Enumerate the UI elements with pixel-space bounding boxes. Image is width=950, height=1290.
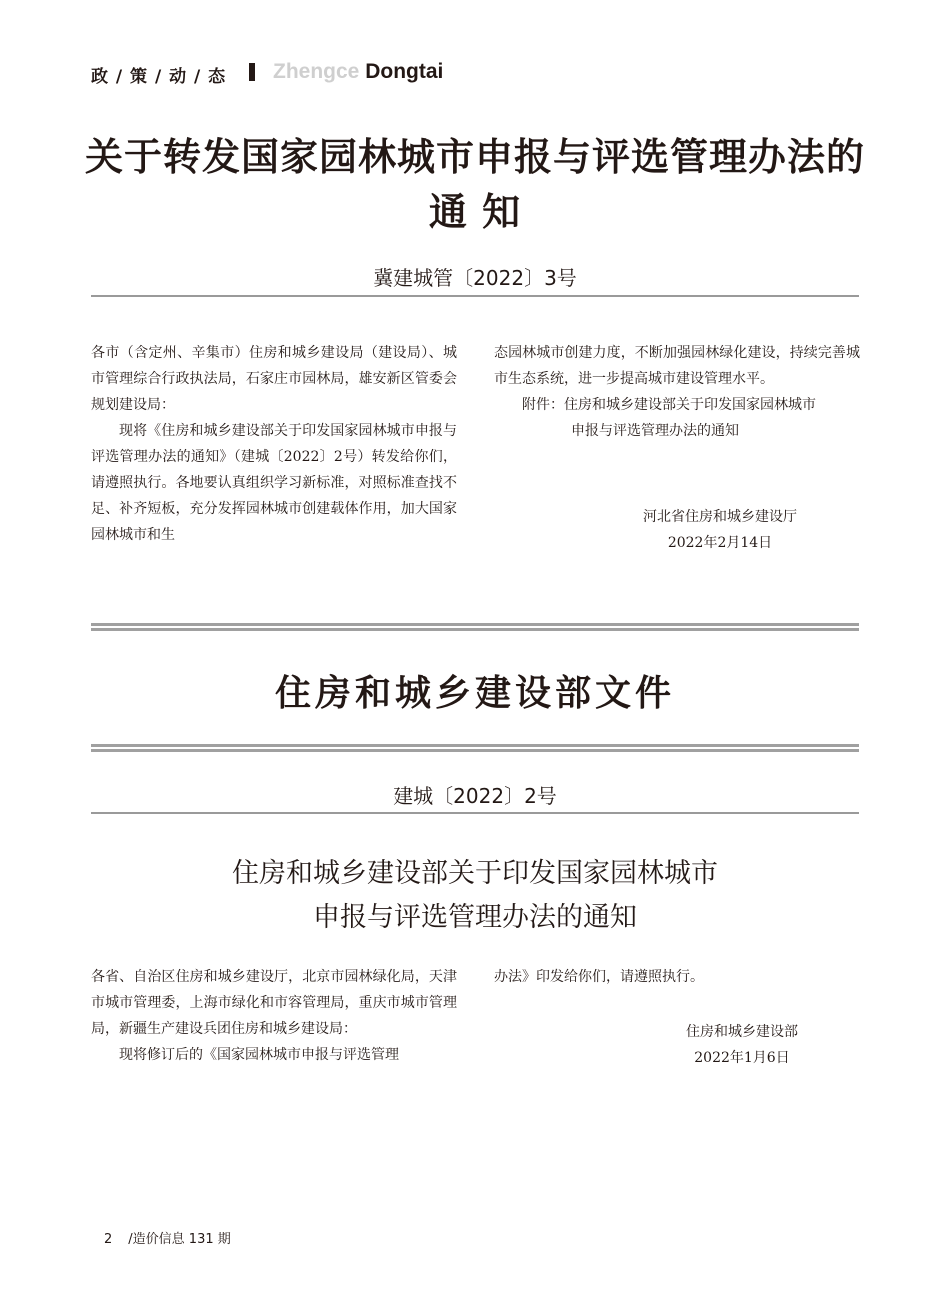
- notice1-signature-date: 2022年2月14日: [667, 535, 773, 551]
- section-divider-bar: [249, 63, 255, 81]
- notice1-title-line1: 关于转发国家园林城市申报与评选管理办法的: [84, 134, 865, 179]
- notice1-body-cont: 态园林城市创建力度，不断加强园林绿化建设，持续完善城市生态系统，进一步提高城市建设管理水平。: [494, 345, 860, 387]
- notice1-addressee: 各市（含定州、辛集市）住房和城乡建设局（建设局）、城市管理综合行政执法局，石家庄市园林局，雄安新区管委会规划建设局：: [91, 345, 457, 413]
- notice2-banner-divider: [91, 744, 859, 752]
- notice2-right-column: [494, 964, 860, 990]
- notice1-doc-number: 冀建城管〔2022〕3号: [373, 266, 577, 290]
- notice1-title-line2: 通 知: [428, 189, 522, 234]
- notice2-left-column: [91, 964, 457, 1068]
- page-number: 2: [104, 1232, 113, 1247]
- notice2-divider: [91, 812, 859, 814]
- section-label-cn: 政 / 策 / 动 / 态: [91, 67, 227, 87]
- page-footer: [104, 1228, 231, 1247]
- notice2-title-line2: 申报与评选管理办法的通知: [313, 902, 637, 933]
- section-label-en-dark: Dongtai: [365, 60, 444, 83]
- section-label-en: [273, 60, 443, 84]
- notice2-body-cont: 办法》印发给你们，请遵照执行。: [494, 969, 704, 985]
- notice2-title-line1: 住房和城乡建设部关于印发国家园林城市: [232, 858, 718, 889]
- notice2-doc-number: 建城〔2022〕2号: [393, 784, 557, 808]
- notice2-signature-org: 住房和城乡建设部: [686, 1024, 798, 1040]
- notice1-attachment: [494, 392, 860, 444]
- notice2-banner: 住房和城乡建设部文件: [274, 672, 675, 714]
- section-label-en-light: Zhengce: [273, 60, 360, 83]
- notice2-top-divider: [91, 623, 859, 631]
- notice2-signature-date: 2022年1月6日: [694, 1050, 790, 1066]
- notice1-signature-org: 河北省住房和城乡建设厅: [643, 509, 797, 525]
- notice1-attachment-line1: 附件：住房和城乡建设部关于印发国家园林城市: [522, 397, 816, 413]
- notice1-attachment-line2: 申报与评选管理办法的通知: [571, 423, 739, 439]
- notice1-divider: [91, 295, 859, 297]
- notice1-body: 现将《住房和城乡建设部关于印发国家园林城市申报与评选管理办法的通知》（建城〔2022〕2号）转发给你们，请遵照执行。各地要认真组织学习新标准，对照标准查找不足、补齐短板，充分发挥园林城市创建载体作用，加大国家园林城市和生: [91, 423, 457, 543]
- notice1-left-column: [91, 340, 457, 548]
- journal-issue: /造价信息 131 期: [128, 1232, 231, 1247]
- notice2-body: 现将修订后的《国家园林城市申报与评选管理: [119, 1047, 399, 1063]
- notice2-addressee: 各省、自治区住房和城乡建设厅，北京市园林绿化局，天津市城市管理委，上海市绿化和市容管理局，重庆市城市管理局，新疆生产建设兵团住房和城乡建设局：: [91, 969, 457, 1037]
- notice1-right-column: [494, 340, 860, 444]
